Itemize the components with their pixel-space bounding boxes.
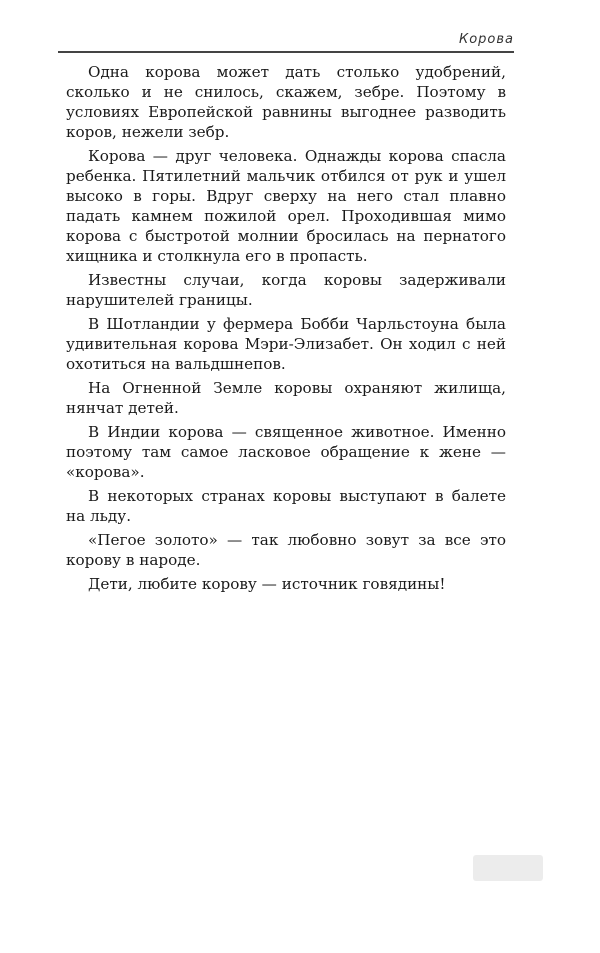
running-title: Корова	[458, 32, 514, 47]
paragraph: В Индии корова — священное животное. Именно поэтому там самое ласковое обращение к жене — «корова».	[66, 423, 506, 481]
paragraph: Корова — друг человека. Однажды корова спасла ребенка. Пятилетний мальчик отбился от рук и ушел высоко в горы. Вдруг сверху на него стал плавно падать камнем пожилой орел. Проходившая мимо корова с быстротой молнии бросилась на пернатого хищника и столкнула его в пропасть.	[66, 147, 506, 265]
scan-smudge	[473, 855, 543, 881]
header-rule	[58, 51, 514, 53]
paragraph: Дети, любите корову — источник говядины!	[88, 575, 446, 593]
paragraph: Известны случаи, когда коровы задерживали нарушителей границы.	[66, 271, 506, 309]
paragraph: Одна корова может дать столько удобрений, сколько и не снилось, скажем, зебре. Поэтому в условиях Европейской равнины выгоднее разводить коров, нежели зебр.	[66, 63, 506, 141]
paragraph: «Пегое золото» — так любовно зовут за все это корову в народе.	[66, 531, 506, 569]
paragraph: В Шотландии у фермера Бобби Чарльстоуна была удивительная корова Мэри-Элизабет. Он ходил с ней охотиться на вальдшнепов.	[66, 315, 506, 373]
paragraph: В некоторых странах коровы выступают в балете на льду.	[66, 487, 506, 525]
paragraph: На Огненной Земле коровы охраняют жилища, нянчат детей.	[66, 379, 506, 417]
body-text	[66, 62, 506, 598]
